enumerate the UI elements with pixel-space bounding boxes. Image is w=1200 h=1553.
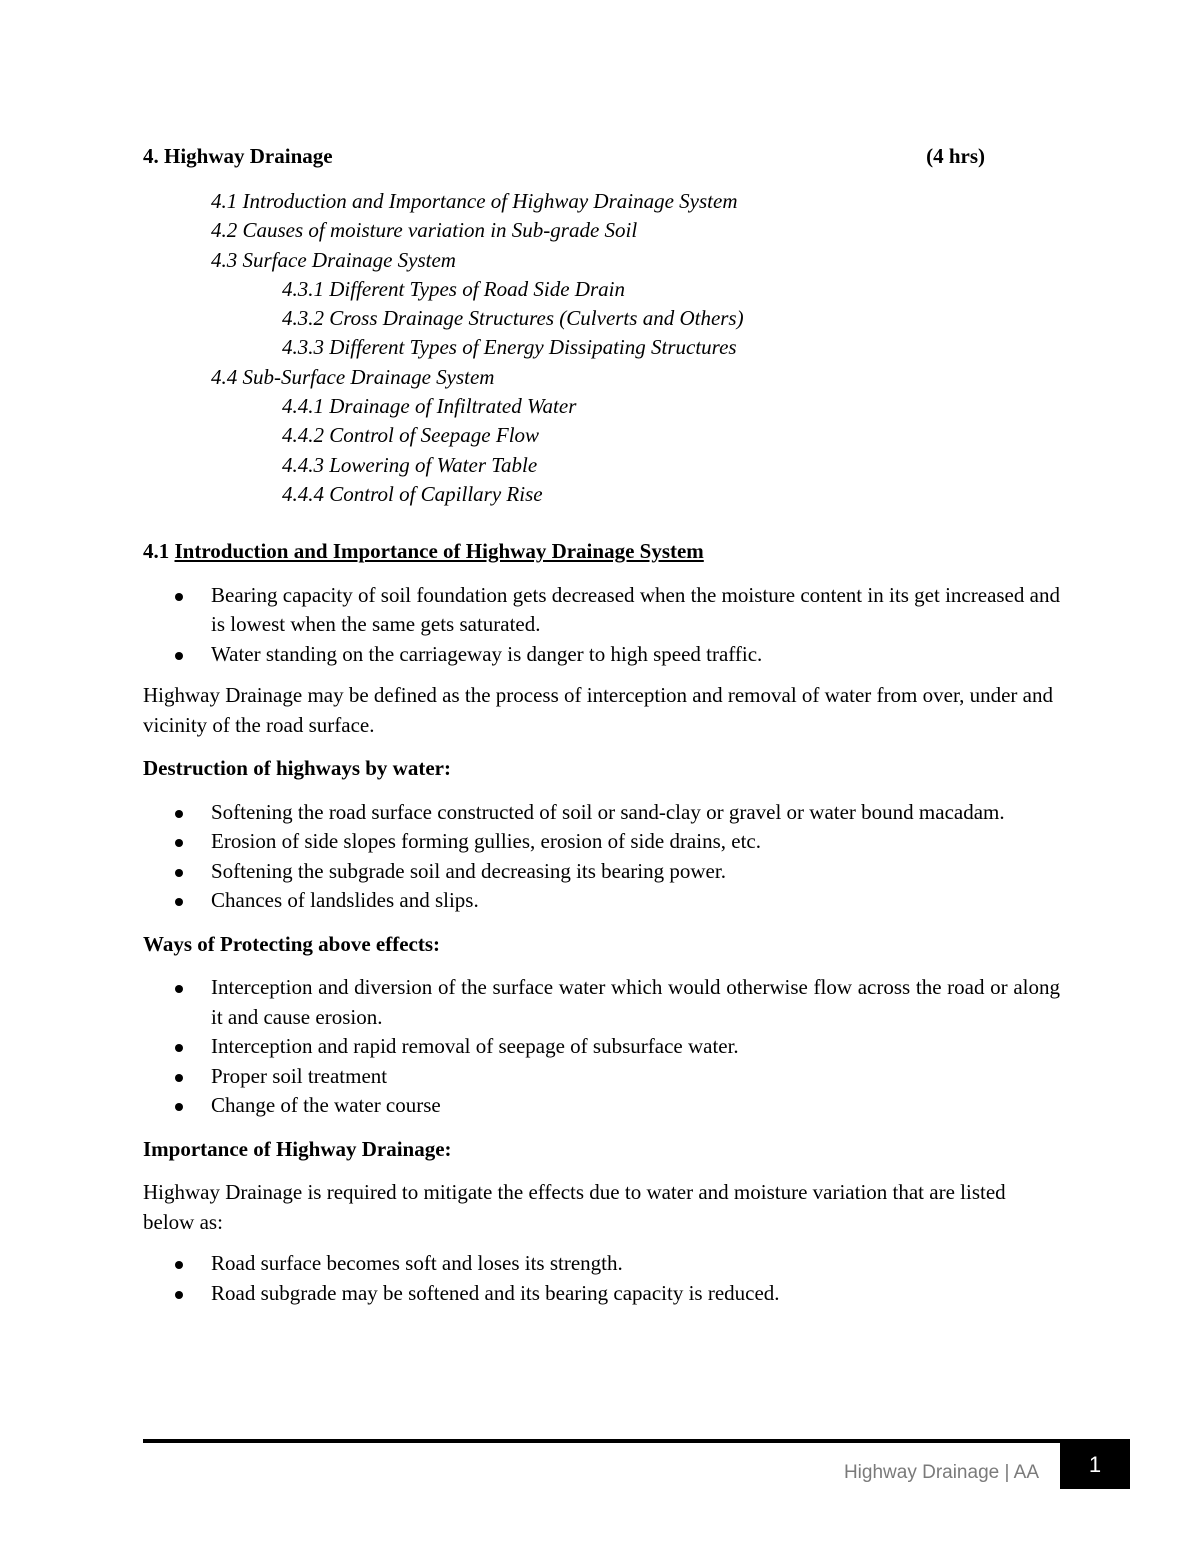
destruction-heading: Destruction of highways by water: bbox=[143, 756, 451, 780]
list-item: Erosion of side slopes forming gullies, erosion of side drains, etc. bbox=[143, 827, 1060, 857]
footer-label: Highway Drainage | AA bbox=[843, 1462, 1039, 1483]
protect-bullet-list bbox=[143, 973, 1060, 1121]
list-item: Water standing on the carriageway is danger to high speed traffic. bbox=[143, 640, 1060, 670]
section-title: Introduction and Importance of Highway Drainage System bbox=[174, 539, 704, 563]
page-number-badge: 1 bbox=[1060, 1443, 1130, 1489]
toc-subitem: 4.4.3 Lowering of Water Table bbox=[282, 452, 538, 477]
toc-item: 4.2 Causes of moisture variation in Sub-grade Soil bbox=[211, 218, 638, 243]
section-number: 4.1 bbox=[143, 539, 170, 563]
list-item: Road surface becomes soft and loses its strength. bbox=[143, 1249, 1060, 1279]
section-heading bbox=[143, 537, 1060, 567]
list-item: Softening the subgrade soil and decreasing its bearing power. bbox=[143, 857, 1060, 887]
bullet-icon bbox=[175, 810, 183, 818]
toc-item: 4.1 Introduction and Importance of Highway Drainage System bbox=[211, 189, 738, 213]
section-body bbox=[143, 537, 1060, 1320]
bullet-icon bbox=[175, 1044, 183, 1052]
bullet-icon bbox=[175, 898, 183, 906]
toc-subitem: 4.3.1 Different Types of Road Side Drain bbox=[282, 276, 625, 301]
toc-subitem: 4.4.1 Drainage of Infiltrated Water bbox=[282, 394, 577, 419]
bullet-icon bbox=[175, 652, 183, 660]
protect-heading: Ways of Protecting above effects: bbox=[143, 931, 441, 956]
importance-heading: Importance of Highway Drainage: bbox=[143, 1136, 452, 1161]
bullet-icon bbox=[175, 1261, 183, 1269]
bullet-icon bbox=[175, 1291, 183, 1299]
importance-paragraph: Highway Drainage is required to mitigate the effects due to water and moisture variation that are listed below as: bbox=[143, 1180, 1006, 1234]
bullet-icon bbox=[175, 839, 183, 847]
list-item: Softening the road surface constructed of soil or sand-clay or gravel or water bound macadam. bbox=[143, 798, 1060, 828]
list-item: Change of the water course bbox=[143, 1091, 1060, 1121]
bullet-icon bbox=[175, 1103, 183, 1111]
footer-divider bbox=[143, 1439, 1130, 1443]
bullet-icon bbox=[175, 593, 183, 601]
bullet-icon bbox=[175, 869, 183, 877]
table-of-contents bbox=[0, 187, 1200, 509]
list-item: Interception and rapid removal of seepage of subsurface water. bbox=[143, 1032, 1060, 1062]
list-item: Interception and diversion of the surface water which would otherwise flow across the road or along it and cause erosion. bbox=[143, 973, 1060, 1032]
destruction-bullet-list bbox=[143, 798, 1060, 916]
toc-subitem: 4.4.2 Control of Seepage Flow bbox=[282, 423, 540, 448]
toc-item: 4.4 Sub-Surface Drainage System bbox=[211, 364, 495, 389]
importance-bullet-list bbox=[143, 1249, 1060, 1308]
toc-item: 4.3 Surface Drainage System bbox=[211, 247, 456, 272]
chapter-title: 4. Highway Drainage bbox=[143, 144, 333, 168]
toc-subitem: 4.4.4 Control of Capillary Rise bbox=[282, 481, 543, 506]
bullet-icon bbox=[175, 985, 183, 993]
list-item: Road subgrade may be softened and its bearing capacity is reduced. bbox=[143, 1279, 1060, 1309]
list-item: Chances of landslides and slips. bbox=[143, 886, 1060, 916]
list-item: Proper soil treatment bbox=[143, 1062, 1060, 1092]
toc-subitem: 4.3.2 Cross Drainage Structures (Culverts and Others) bbox=[282, 306, 744, 331]
toc-subitem: 4.3.3 Different Types of Energy Dissipating Structures bbox=[282, 335, 737, 360]
intro-bullet-list bbox=[143, 581, 1060, 670]
list-item: Bearing capacity of soil foundation gets decreased when the moisture content in its get increased and is lowest when the same gets saturated. bbox=[143, 581, 1060, 640]
bullet-icon bbox=[175, 1074, 183, 1082]
chapter-heading bbox=[143, 144, 985, 169]
definition-paragraph: Highway Drainage may be defined as the process of interception and removal of water from over, under and vicinity of the road surface. bbox=[143, 683, 1053, 737]
chapter-hours: (4 hrs) bbox=[926, 144, 985, 168]
